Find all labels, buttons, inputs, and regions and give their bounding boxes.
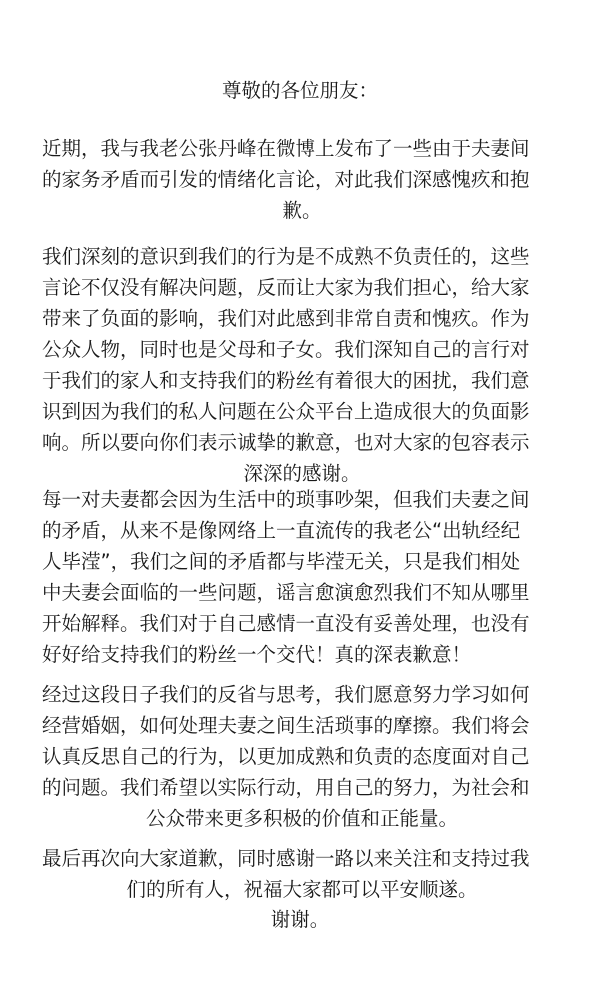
text-line: 中夫妻会面临的一些问题，谣言愈演愈烈我们不知从哪里 <box>42 581 530 604</box>
salutation: 尊敬的各位朋友： <box>221 79 378 102</box>
paragraph-clarification <box>42 484 562 670</box>
text-line: 深深的感谢。 <box>243 462 361 485</box>
paragraph-reflection <box>42 679 562 834</box>
text-line: 人毕滢”，我们之间的矛盾都与毕滢无关，只是我们相处 <box>42 550 521 573</box>
paragraph-responsibility <box>42 241 562 489</box>
text-line: 们的所有人，祝福大家都可以平安顺遂。 <box>126 878 478 901</box>
text-line: 我们深刻的意识到我们的行为是不成熟不负责任的，这些 <box>42 245 530 268</box>
text-line: 识到因为我们的私人问题在公众平台上造成很大的负面影 <box>42 400 530 423</box>
text-line: 开始解释。我们对于自己感情一直没有妥善处理，也没有 <box>42 612 530 635</box>
text-line: 的矛盾，从来不是像网络上一直流传的我老公“出轨经纪 <box>42 519 521 542</box>
text-line: 带来了负面的影响，我们对此感到非常自责和愧疚。作为 <box>42 307 530 330</box>
text-line: 公众带来更多积极的价值和正能量。 <box>145 807 458 830</box>
text-line: 最后再次向大家道歉，同时感谢一路以来关注和支持过我 <box>42 847 530 870</box>
text-line: 经过这段日子我们的反省与思考，我们愿意努力学习如何 <box>42 683 530 706</box>
paragraph-apology-intro <box>42 133 562 226</box>
paragraph-final-thanks <box>42 843 562 905</box>
text-line: 经营婚姻，如何处理夫妻之间生活琐事的摩擦。我们将会 <box>42 714 530 737</box>
text-line: 好好给支持我们的粉丝一个交代！真的深表歉意！ <box>42 643 472 666</box>
text-line: 每一对夫妻都会因为生活中的琐事吵架，但我们夫妻之间 <box>42 488 530 511</box>
text-line: 歉。 <box>282 199 322 222</box>
closing-thanks: 谢谢。 <box>270 908 330 931</box>
text-line: 于我们的家人和支持我们的粉丝有着很大的困扰，我们意 <box>42 369 530 392</box>
text-line: 公众人物，同时也是父母和子女。我们深知自己的言行对 <box>42 338 530 361</box>
text-line: 响。所以要向你们表示诚挚的歉意，也对大家的包容表示 <box>42 431 530 454</box>
text-line: 的家务矛盾而引发的情绪化言论，对此我们深感愧疚和抱 <box>42 168 530 191</box>
text-line: 言论不仅没有解决问题，反而让大家为我们担心，给大家 <box>42 276 530 299</box>
text-line: 近期，我与我老公张丹峰在微博上发布了一些由于夫妻间 <box>42 137 530 160</box>
text-line: 认真反思自己的行为，以更加成熟和负责的态度面对自己 <box>42 745 530 768</box>
text-line: 的问题。我们希望以实际行动，用自己的努力，为社会和 <box>42 776 530 799</box>
